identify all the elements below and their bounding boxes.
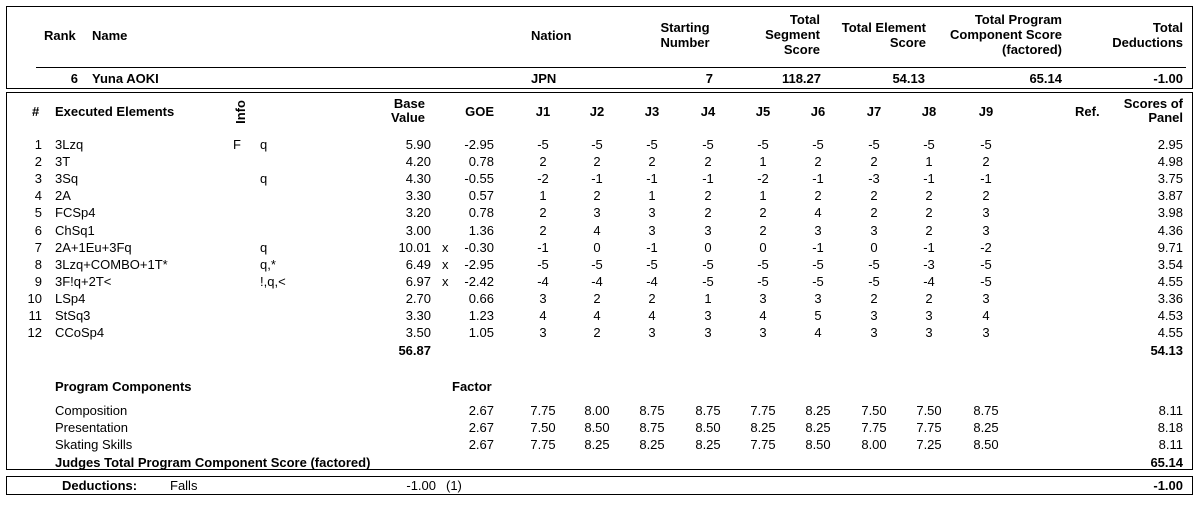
header-element-num: # bbox=[32, 104, 40, 119]
skater-name: Yuna AOKI bbox=[92, 71, 159, 86]
element-judge-score: -1 bbox=[812, 240, 824, 255]
judge-header-j4: J4 bbox=[700, 104, 716, 119]
element-judge-score: -5 bbox=[812, 274, 824, 289]
element-code: 3F!q+2T< bbox=[55, 274, 112, 289]
element-code: ChSq1 bbox=[55, 223, 95, 238]
element-judge-score: 2 bbox=[925, 205, 933, 220]
element-judge-score: -5 bbox=[591, 257, 603, 272]
judge-header-j5: J5 bbox=[755, 104, 771, 119]
element-judge-score: -1 bbox=[646, 171, 658, 186]
element-goe: -0.55 bbox=[464, 171, 494, 186]
element-judge-score: 2 bbox=[539, 205, 547, 220]
element-judge-score: 0 bbox=[593, 240, 601, 255]
element-code: FCSp4 bbox=[55, 205, 96, 220]
component-judge-score: 7.75 bbox=[916, 420, 942, 435]
element-judge-score: 2 bbox=[982, 188, 990, 203]
element-judge-score: -5 bbox=[868, 137, 880, 152]
element-goe: -2.95 bbox=[464, 137, 494, 152]
component-judge-score: 8.75 bbox=[973, 403, 999, 418]
element-judge-score: 2 bbox=[704, 188, 712, 203]
element-panel-score: 3.98 bbox=[1157, 205, 1183, 220]
element-panel-score: 4.98 bbox=[1157, 154, 1183, 169]
element-judge-score: -4 bbox=[591, 274, 603, 289]
element-base-value: 3.30 bbox=[405, 188, 431, 203]
component-judge-score: 7.75 bbox=[530, 403, 556, 418]
element-bonus-mark: x bbox=[442, 240, 449, 255]
element-judge-score: 3 bbox=[704, 223, 712, 238]
element-code: 3Lzq+COMBO+1T* bbox=[55, 257, 168, 272]
element-code: 2A+1Eu+3Fq bbox=[55, 240, 132, 255]
element-judge-score: 2 bbox=[593, 291, 601, 306]
element-judge-score: 4 bbox=[539, 308, 547, 323]
element-judge-score: 2 bbox=[982, 154, 990, 169]
component-name: Composition bbox=[55, 403, 128, 418]
component-judge-score: 8.25 bbox=[973, 420, 999, 435]
header-total-deductions: Total Deductions bbox=[1112, 20, 1183, 50]
element-judge-score: -5 bbox=[537, 257, 549, 272]
element-judge-score: -5 bbox=[868, 274, 880, 289]
element-num: 1 bbox=[34, 137, 42, 152]
element-judge-score: 2 bbox=[925, 223, 933, 238]
element-judge-score: 0 bbox=[870, 240, 878, 255]
element-panel-score: 3.54 bbox=[1157, 257, 1183, 272]
total-program-component-score-value: 65.14 bbox=[1029, 71, 1062, 86]
element-judge-score: -5 bbox=[646, 137, 658, 152]
component-judge-score: 8.50 bbox=[973, 437, 999, 452]
element-judge-score: 2 bbox=[648, 154, 656, 169]
judge-header-j7: J7 bbox=[866, 104, 882, 119]
total-element-score-value: 54.13 bbox=[892, 71, 925, 86]
element-panel-score: 9.71 bbox=[1157, 240, 1183, 255]
element-judge-score: 3 bbox=[704, 308, 712, 323]
element-judge-score: -5 bbox=[923, 137, 935, 152]
header-goe: GOE bbox=[465, 104, 494, 119]
component-panel-score: 8.18 bbox=[1157, 420, 1183, 435]
element-judge-score: 1 bbox=[539, 188, 547, 203]
element-judge-score: -2 bbox=[757, 171, 769, 186]
element-goe: 1.23 bbox=[468, 308, 494, 323]
element-judge-score: 4 bbox=[814, 325, 822, 340]
element-judge-score: 1 bbox=[925, 154, 933, 169]
element-judge-score: -5 bbox=[757, 274, 769, 289]
component-judge-score: 7.75 bbox=[530, 437, 556, 452]
element-base-value: 3.50 bbox=[405, 325, 431, 340]
component-judge-score: 8.50 bbox=[695, 420, 721, 435]
element-judge-score: -5 bbox=[868, 257, 880, 272]
element-code: LSp4 bbox=[55, 291, 86, 306]
element-judge-score: -1 bbox=[812, 171, 824, 186]
component-judge-score: 7.75 bbox=[750, 437, 776, 452]
element-base-value: 5.90 bbox=[405, 137, 431, 152]
element-judge-score: -1 bbox=[980, 171, 992, 186]
element-judge-score: -1 bbox=[923, 171, 935, 186]
element-goe: 0.57 bbox=[468, 188, 494, 203]
header-nation: Nation bbox=[531, 28, 572, 43]
element-judge-score: -1 bbox=[537, 240, 549, 255]
element-info: q bbox=[260, 240, 268, 255]
element-panel-score: 4.55 bbox=[1157, 325, 1183, 340]
judge-header-j1: J1 bbox=[535, 104, 551, 119]
component-judge-score: 7.50 bbox=[530, 420, 556, 435]
element-judge-score: 3 bbox=[925, 308, 933, 323]
judges-total-pcs-label: Judges Total Program Component Score (factored) bbox=[55, 455, 371, 470]
element-base-value: 3.20 bbox=[405, 205, 431, 220]
component-factor: 2.67 bbox=[468, 403, 494, 418]
element-goe: 1.36 bbox=[468, 223, 494, 238]
element-judge-score: 2 bbox=[593, 188, 601, 203]
element-judge-score: 3 bbox=[704, 325, 712, 340]
element-judge-score: 2 bbox=[539, 223, 547, 238]
header-total-element-score: Total Element Score bbox=[841, 20, 926, 50]
element-judge-score: 3 bbox=[648, 205, 656, 220]
header-starting-number: Starting Number bbox=[660, 20, 710, 50]
element-code: StSq3 bbox=[55, 308, 91, 323]
element-goe: -2.42 bbox=[464, 274, 494, 289]
element-code: 3Sq bbox=[55, 171, 79, 186]
component-judge-score: 8.25 bbox=[805, 403, 831, 418]
element-judge-score: 1 bbox=[704, 291, 712, 306]
element-judge-score: 2 bbox=[704, 205, 712, 220]
element-flag: F bbox=[233, 137, 241, 152]
element-goe: 0.78 bbox=[468, 154, 494, 169]
starting-number-value: 7 bbox=[705, 71, 713, 86]
header-total-program-component-score: Total Program Component Score (factored) bbox=[950, 12, 1062, 57]
header-name: Name bbox=[92, 28, 128, 43]
element-base-value: 6.49 bbox=[405, 257, 431, 272]
component-judge-score: 8.50 bbox=[805, 437, 831, 452]
element-judge-score: 2 bbox=[925, 188, 933, 203]
element-info: q bbox=[260, 137, 268, 152]
element-judge-score: 3 bbox=[539, 291, 547, 306]
component-judge-score: 8.25 bbox=[805, 420, 831, 435]
element-judge-score: 2 bbox=[925, 291, 933, 306]
element-judge-score: -1 bbox=[702, 171, 714, 186]
element-num: 12 bbox=[27, 325, 42, 340]
element-num: 8 bbox=[34, 257, 42, 272]
element-panel-score: 4.53 bbox=[1157, 308, 1183, 323]
component-judge-score: 7.50 bbox=[916, 403, 942, 418]
element-bonus-mark: x bbox=[442, 274, 449, 289]
element-judge-score: 3 bbox=[648, 325, 656, 340]
judge-header-j6: J6 bbox=[810, 104, 826, 119]
element-judge-score: 2 bbox=[648, 291, 656, 306]
element-judge-score: 2 bbox=[870, 291, 878, 306]
element-judge-score: 3 bbox=[814, 223, 822, 238]
element-judge-score: -5 bbox=[980, 137, 992, 152]
element-judge-score: -2 bbox=[980, 240, 992, 255]
component-judge-score: 8.25 bbox=[695, 437, 721, 452]
element-panel-score: 3.36 bbox=[1157, 291, 1183, 306]
element-judge-score: 2 bbox=[814, 188, 822, 203]
header-total-segment-score: Total Segment Score bbox=[765, 12, 820, 57]
component-judge-score: 8.50 bbox=[584, 420, 610, 435]
judge-header-j2: J2 bbox=[589, 104, 605, 119]
element-judge-score: -5 bbox=[812, 257, 824, 272]
element-num: 2 bbox=[34, 154, 42, 169]
component-name: Skating Skills bbox=[55, 437, 133, 452]
element-judge-score: -4 bbox=[646, 274, 658, 289]
judges-total-pcs-value: 65.14 bbox=[1150, 455, 1183, 470]
element-judge-score: -1 bbox=[646, 240, 658, 255]
element-judge-score: 2 bbox=[870, 154, 878, 169]
component-panel-score: 8.11 bbox=[1158, 403, 1183, 418]
element-judge-score: 2 bbox=[870, 205, 878, 220]
element-judge-score: -5 bbox=[702, 257, 714, 272]
header-executed-elements: Executed Elements bbox=[55, 104, 175, 119]
judge-header-j3: J3 bbox=[644, 104, 660, 119]
element-panel-score: 3.75 bbox=[1157, 171, 1183, 186]
element-judge-score: 2 bbox=[539, 154, 547, 169]
component-judge-score: 8.75 bbox=[639, 420, 665, 435]
header-rank: Rank bbox=[44, 28, 76, 43]
element-judge-score: 3 bbox=[539, 325, 547, 340]
judge-header-j8: J8 bbox=[921, 104, 937, 119]
element-judge-score: 2 bbox=[704, 154, 712, 169]
element-judge-score: 3 bbox=[814, 291, 822, 306]
element-num: 9 bbox=[34, 274, 42, 289]
element-base-value: 6.97 bbox=[405, 274, 431, 289]
element-judge-score: 0 bbox=[759, 240, 767, 255]
element-judge-score: 3 bbox=[925, 325, 933, 340]
component-judge-score: 8.25 bbox=[639, 437, 665, 452]
component-judge-score: 8.25 bbox=[584, 437, 610, 452]
element-judge-score: 3 bbox=[982, 223, 990, 238]
element-num: 4 bbox=[34, 188, 42, 203]
component-judge-score: 7.75 bbox=[750, 403, 776, 418]
element-judge-score: -5 bbox=[980, 274, 992, 289]
element-judge-score: -2 bbox=[537, 171, 549, 186]
element-base-value: 4.30 bbox=[405, 171, 431, 186]
element-code: 2A bbox=[55, 188, 71, 203]
element-num: 11 bbox=[28, 308, 42, 323]
component-panel-score: 8.11 bbox=[1158, 437, 1183, 452]
element-code: 3Lzq bbox=[55, 137, 84, 152]
element-judge-score: -3 bbox=[923, 257, 935, 272]
element-judge-score: 4 bbox=[982, 308, 990, 323]
scores-of-panel-total: 54.13 bbox=[1150, 343, 1183, 358]
element-judge-score: 3 bbox=[870, 308, 878, 323]
element-judge-score: 3 bbox=[870, 325, 878, 340]
element-bonus-mark: x bbox=[442, 257, 449, 272]
element-info: !,q,< bbox=[260, 274, 286, 289]
element-judge-score: -4 bbox=[923, 274, 935, 289]
deductions-total: -1.00 bbox=[1153, 478, 1183, 493]
element-goe: 1.05 bbox=[468, 325, 494, 340]
element-judge-score: 4 bbox=[648, 308, 656, 323]
element-judge-score: 3 bbox=[870, 223, 878, 238]
component-judge-score: 7.50 bbox=[861, 403, 887, 418]
header-info: Info bbox=[233, 100, 248, 124]
judge-header-j9: J9 bbox=[978, 104, 994, 119]
component-judge-score: 8.25 bbox=[750, 420, 776, 435]
element-judge-score: -1 bbox=[591, 171, 603, 186]
element-judge-score: 1 bbox=[648, 188, 656, 203]
deductions-amount: -1.00 bbox=[406, 478, 436, 493]
element-num: 10 bbox=[27, 291, 42, 306]
element-judge-score: -5 bbox=[702, 274, 714, 289]
element-base-value: 3.30 bbox=[405, 308, 431, 323]
element-judge-score: 2 bbox=[814, 154, 822, 169]
element-judge-score: 3 bbox=[593, 205, 601, 220]
element-judge-score: 3 bbox=[648, 223, 656, 238]
element-panel-score: 2.95 bbox=[1157, 137, 1183, 152]
element-num: 5 bbox=[34, 205, 42, 220]
element-judge-score: 4 bbox=[759, 308, 767, 323]
deductions-count: (1) bbox=[446, 478, 462, 493]
element-judge-score: -5 bbox=[980, 257, 992, 272]
element-judge-score: 3 bbox=[982, 325, 990, 340]
element-judge-score: -5 bbox=[812, 137, 824, 152]
component-judge-score: 8.75 bbox=[695, 403, 721, 418]
component-judge-score: 7.75 bbox=[861, 420, 887, 435]
element-judge-score: 4 bbox=[593, 308, 601, 323]
component-judge-score: 8.00 bbox=[861, 437, 887, 452]
factor-header: Factor bbox=[452, 379, 492, 394]
element-code: 3T bbox=[55, 154, 71, 169]
element-judge-score: 4 bbox=[593, 223, 601, 238]
element-judge-score: 2 bbox=[593, 325, 601, 340]
element-judge-score: -1 bbox=[923, 240, 935, 255]
element-base-value: 4.20 bbox=[405, 154, 431, 169]
element-num: 7 bbox=[34, 240, 42, 255]
element-judge-score: 1 bbox=[759, 188, 767, 203]
element-judge-score: 3 bbox=[759, 291, 767, 306]
element-goe: -2.95 bbox=[464, 257, 494, 272]
element-judge-score: 2 bbox=[759, 205, 767, 220]
deductions-label: Deductions: bbox=[62, 478, 138, 493]
element-judge-score: -5 bbox=[537, 137, 549, 152]
element-judge-score: -5 bbox=[702, 137, 714, 152]
component-judge-score: 8.00 bbox=[584, 403, 610, 418]
element-judge-score: 1 bbox=[759, 154, 767, 169]
element-judge-score: 0 bbox=[704, 240, 712, 255]
element-base-value: 3.00 bbox=[405, 223, 431, 238]
component-name: Presentation bbox=[55, 420, 128, 435]
component-factor: 2.67 bbox=[468, 420, 494, 435]
element-panel-score: 4.36 bbox=[1157, 223, 1183, 238]
element-judge-score: -5 bbox=[757, 137, 769, 152]
element-goe: 0.78 bbox=[468, 205, 494, 220]
element-judge-score: -3 bbox=[868, 171, 880, 186]
element-goe: -0.30 bbox=[464, 240, 494, 255]
element-num: 6 bbox=[34, 223, 42, 238]
element-judge-score: 3 bbox=[759, 325, 767, 340]
total-deductions-value: -1.00 bbox=[1153, 71, 1183, 86]
element-judge-score: 5 bbox=[814, 308, 822, 323]
element-panel-score: 3.87 bbox=[1157, 188, 1183, 203]
element-goe: 0.66 bbox=[468, 291, 494, 306]
element-base-value: 10.01 bbox=[398, 240, 431, 255]
element-judge-score: -5 bbox=[646, 257, 658, 272]
rank-value: 6 bbox=[70, 71, 78, 86]
element-judge-score: 3 bbox=[982, 291, 990, 306]
summary-divider bbox=[36, 67, 1186, 68]
program-components-title: Program Components bbox=[55, 379, 192, 394]
element-judge-score: 3 bbox=[982, 205, 990, 220]
element-judge-score: -5 bbox=[757, 257, 769, 272]
element-base-value: 2.70 bbox=[405, 291, 431, 306]
header-base-value: Base Value bbox=[391, 96, 425, 125]
element-info: q,* bbox=[260, 257, 276, 272]
deductions-type: Falls bbox=[170, 478, 198, 493]
header-scores-of-panel: Scores of Panel bbox=[1123, 96, 1183, 125]
nation-value: JPN bbox=[531, 71, 557, 86]
element-info: q bbox=[260, 171, 268, 186]
element-judge-score: -4 bbox=[537, 274, 549, 289]
element-panel-score: 4.55 bbox=[1157, 274, 1183, 289]
total-segment-score-value: 118.27 bbox=[781, 71, 821, 86]
element-num: 3 bbox=[34, 171, 42, 186]
component-factor: 2.67 bbox=[468, 437, 494, 452]
element-judge-score: 2 bbox=[870, 188, 878, 203]
header-ref: Ref. bbox=[1075, 104, 1100, 119]
element-judge-score: 4 bbox=[814, 205, 822, 220]
element-judge-score: 2 bbox=[759, 223, 767, 238]
component-judge-score: 7.25 bbox=[916, 437, 942, 452]
element-judge-score: 2 bbox=[593, 154, 601, 169]
element-code: CCoSp4 bbox=[55, 325, 105, 340]
element-judge-score: -5 bbox=[591, 137, 603, 152]
base-value-total: 56.87 bbox=[398, 343, 431, 358]
component-judge-score: 8.75 bbox=[639, 403, 665, 418]
